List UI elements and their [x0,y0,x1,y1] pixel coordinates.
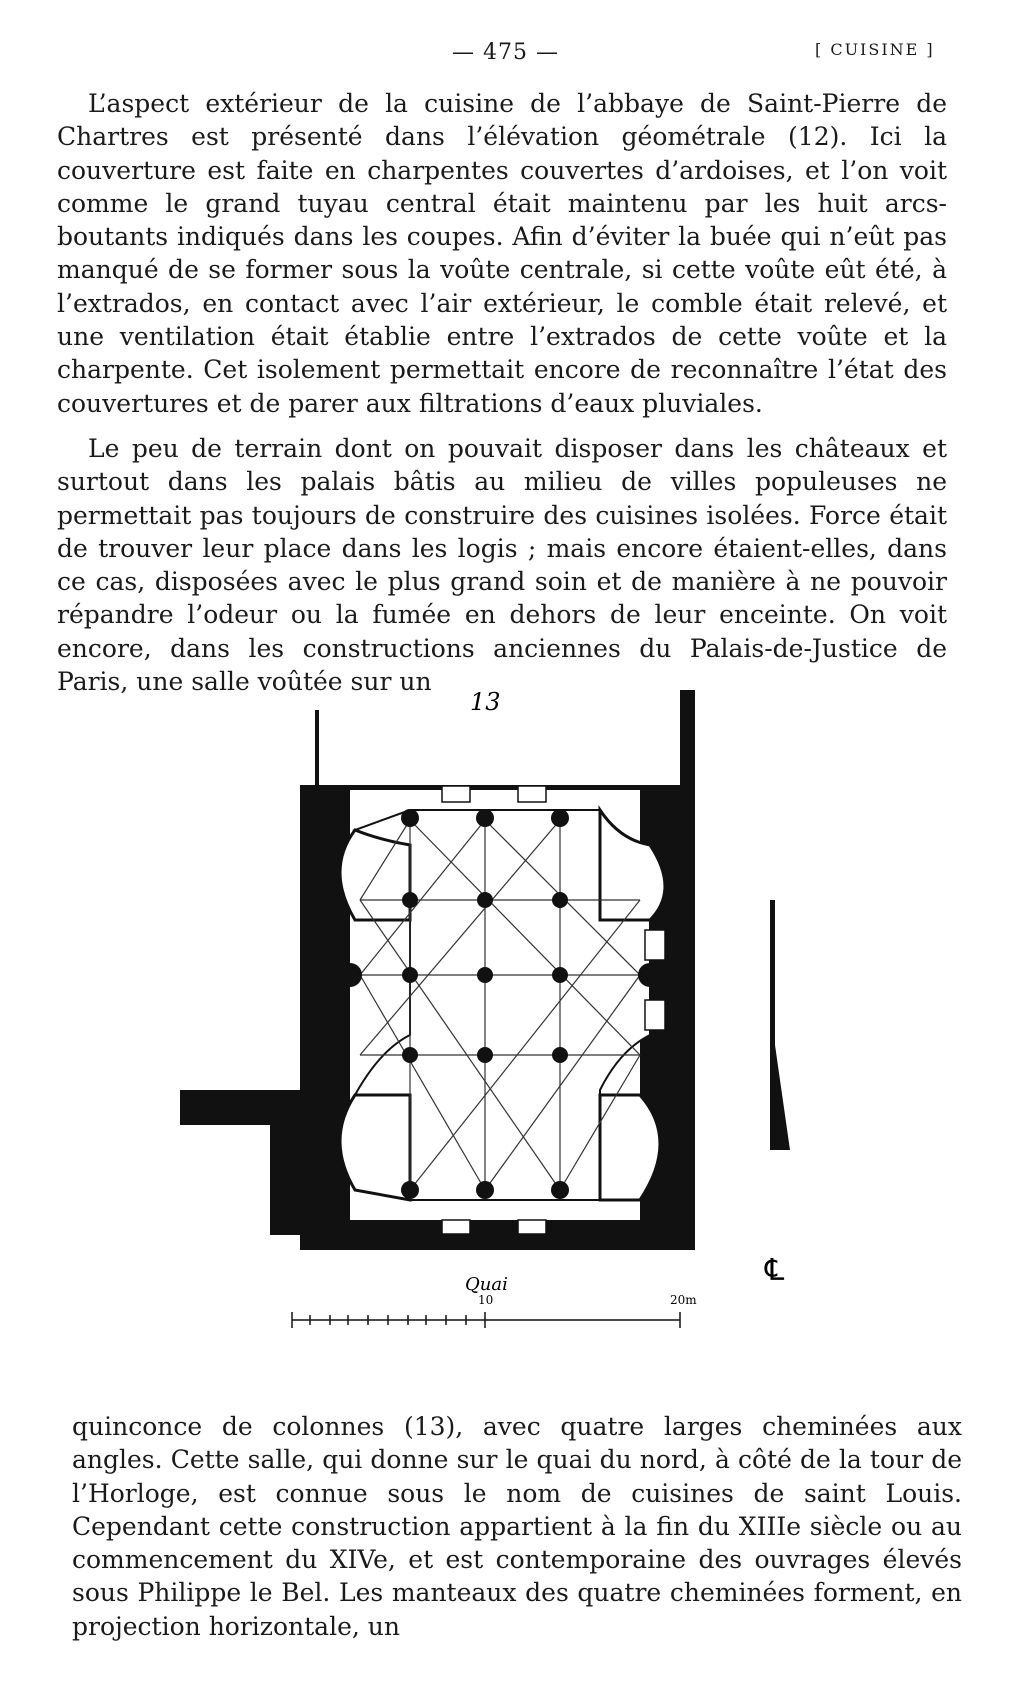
right-wedge [770,1010,790,1150]
scale-label-end: 20m [670,1293,697,1307]
column [552,1047,568,1063]
paragraph-1: L’aspect extérieur de la cuisine de l’abbaye de Saint-Pierre de Chartres est présenté dans l’élévation géométrale (12). Ici la couverture est faite en charpentes couvertes d’ardoises, et l’on voit comme le grand tuyau central était maintenu par les huit arcs-boutants indiqués dans les coupes. Afin d’éviter la buée qui n’eût pas manqué de se former sous la voûte centrale, si cette voûte eût été, à l’extrados, en contact avec l’air extérieur, le comble était relevé, et une ventilation était établie entre l’extrados de cette voûte et la charpente. Cet isolement permettait encore de reconnaître l’état des couvertures et de parer aux filtrations d’eaux pluviales. [57,89,947,418]
running-head: [ CUISINE ] [815,40,935,59]
scale-bar [292,1312,680,1328]
wall-pier [401,809,419,827]
wall-pier [638,963,662,987]
column [402,967,418,983]
scale-label-mid: 10 [478,1293,494,1307]
wall-pier [476,1181,494,1199]
figure-number: 13 [470,690,501,716]
paragraph-3: quinconce de colonnes (13), avec quatre larges cheminées aux angles. Cette salle, qui donne sur le quai du nord, à côté de la tour de l’Horloge, est connue sous le nom de cuisines de saint Louis. Cependant cette construction appartient à la fin du XIIIe siècle ou au commencement du XIVe, et est contemporaine des ouvrages élevés sous Philippe le Bel. Les manteaux des quatre cheminées forment, en projection horizontale, un [72,1412,962,1641]
column [477,1047,493,1063]
floor-plan-drawing [180,690,860,1370]
label-quai: Quai [465,1274,508,1295]
floor-plan-figure [180,690,860,1370]
column [402,1047,418,1063]
page-number: — 475 — [452,40,559,65]
left-low-wall-2 [270,1125,305,1235]
paragraph-2: Le peu de terrain dont on pouvait disposer dans les châteaux et surtout dans les palais bâtis au milieu de villes populeuses ne permettait pas toujours de construire des cuisines isolées. Force était de trouver leur place dans les logis ; mais encore étaient-elles, dans ce cas, disposées avec le plus grand soin et de manière à ne pouvoir répandre l’odeur ou la fumée en dehors de leur enceinte. On voit encore, dans les constructions anciennes du Palais-de-Justice de Paris, une salle voûtée sur un [57,434,947,697]
chimney-sw [340,1095,410,1200]
column [477,892,493,908]
wall-pier [551,809,569,827]
left-low-wall [180,1090,305,1125]
wall-pier [401,1181,419,1199]
wall-pier [338,963,362,987]
column [402,892,418,908]
wall-pier [476,809,494,827]
column [552,967,568,983]
column [552,892,568,908]
north-mark: ℄ [765,1253,785,1288]
column [477,967,493,983]
left-wall-line [315,710,319,790]
wall-pier [551,1181,569,1199]
